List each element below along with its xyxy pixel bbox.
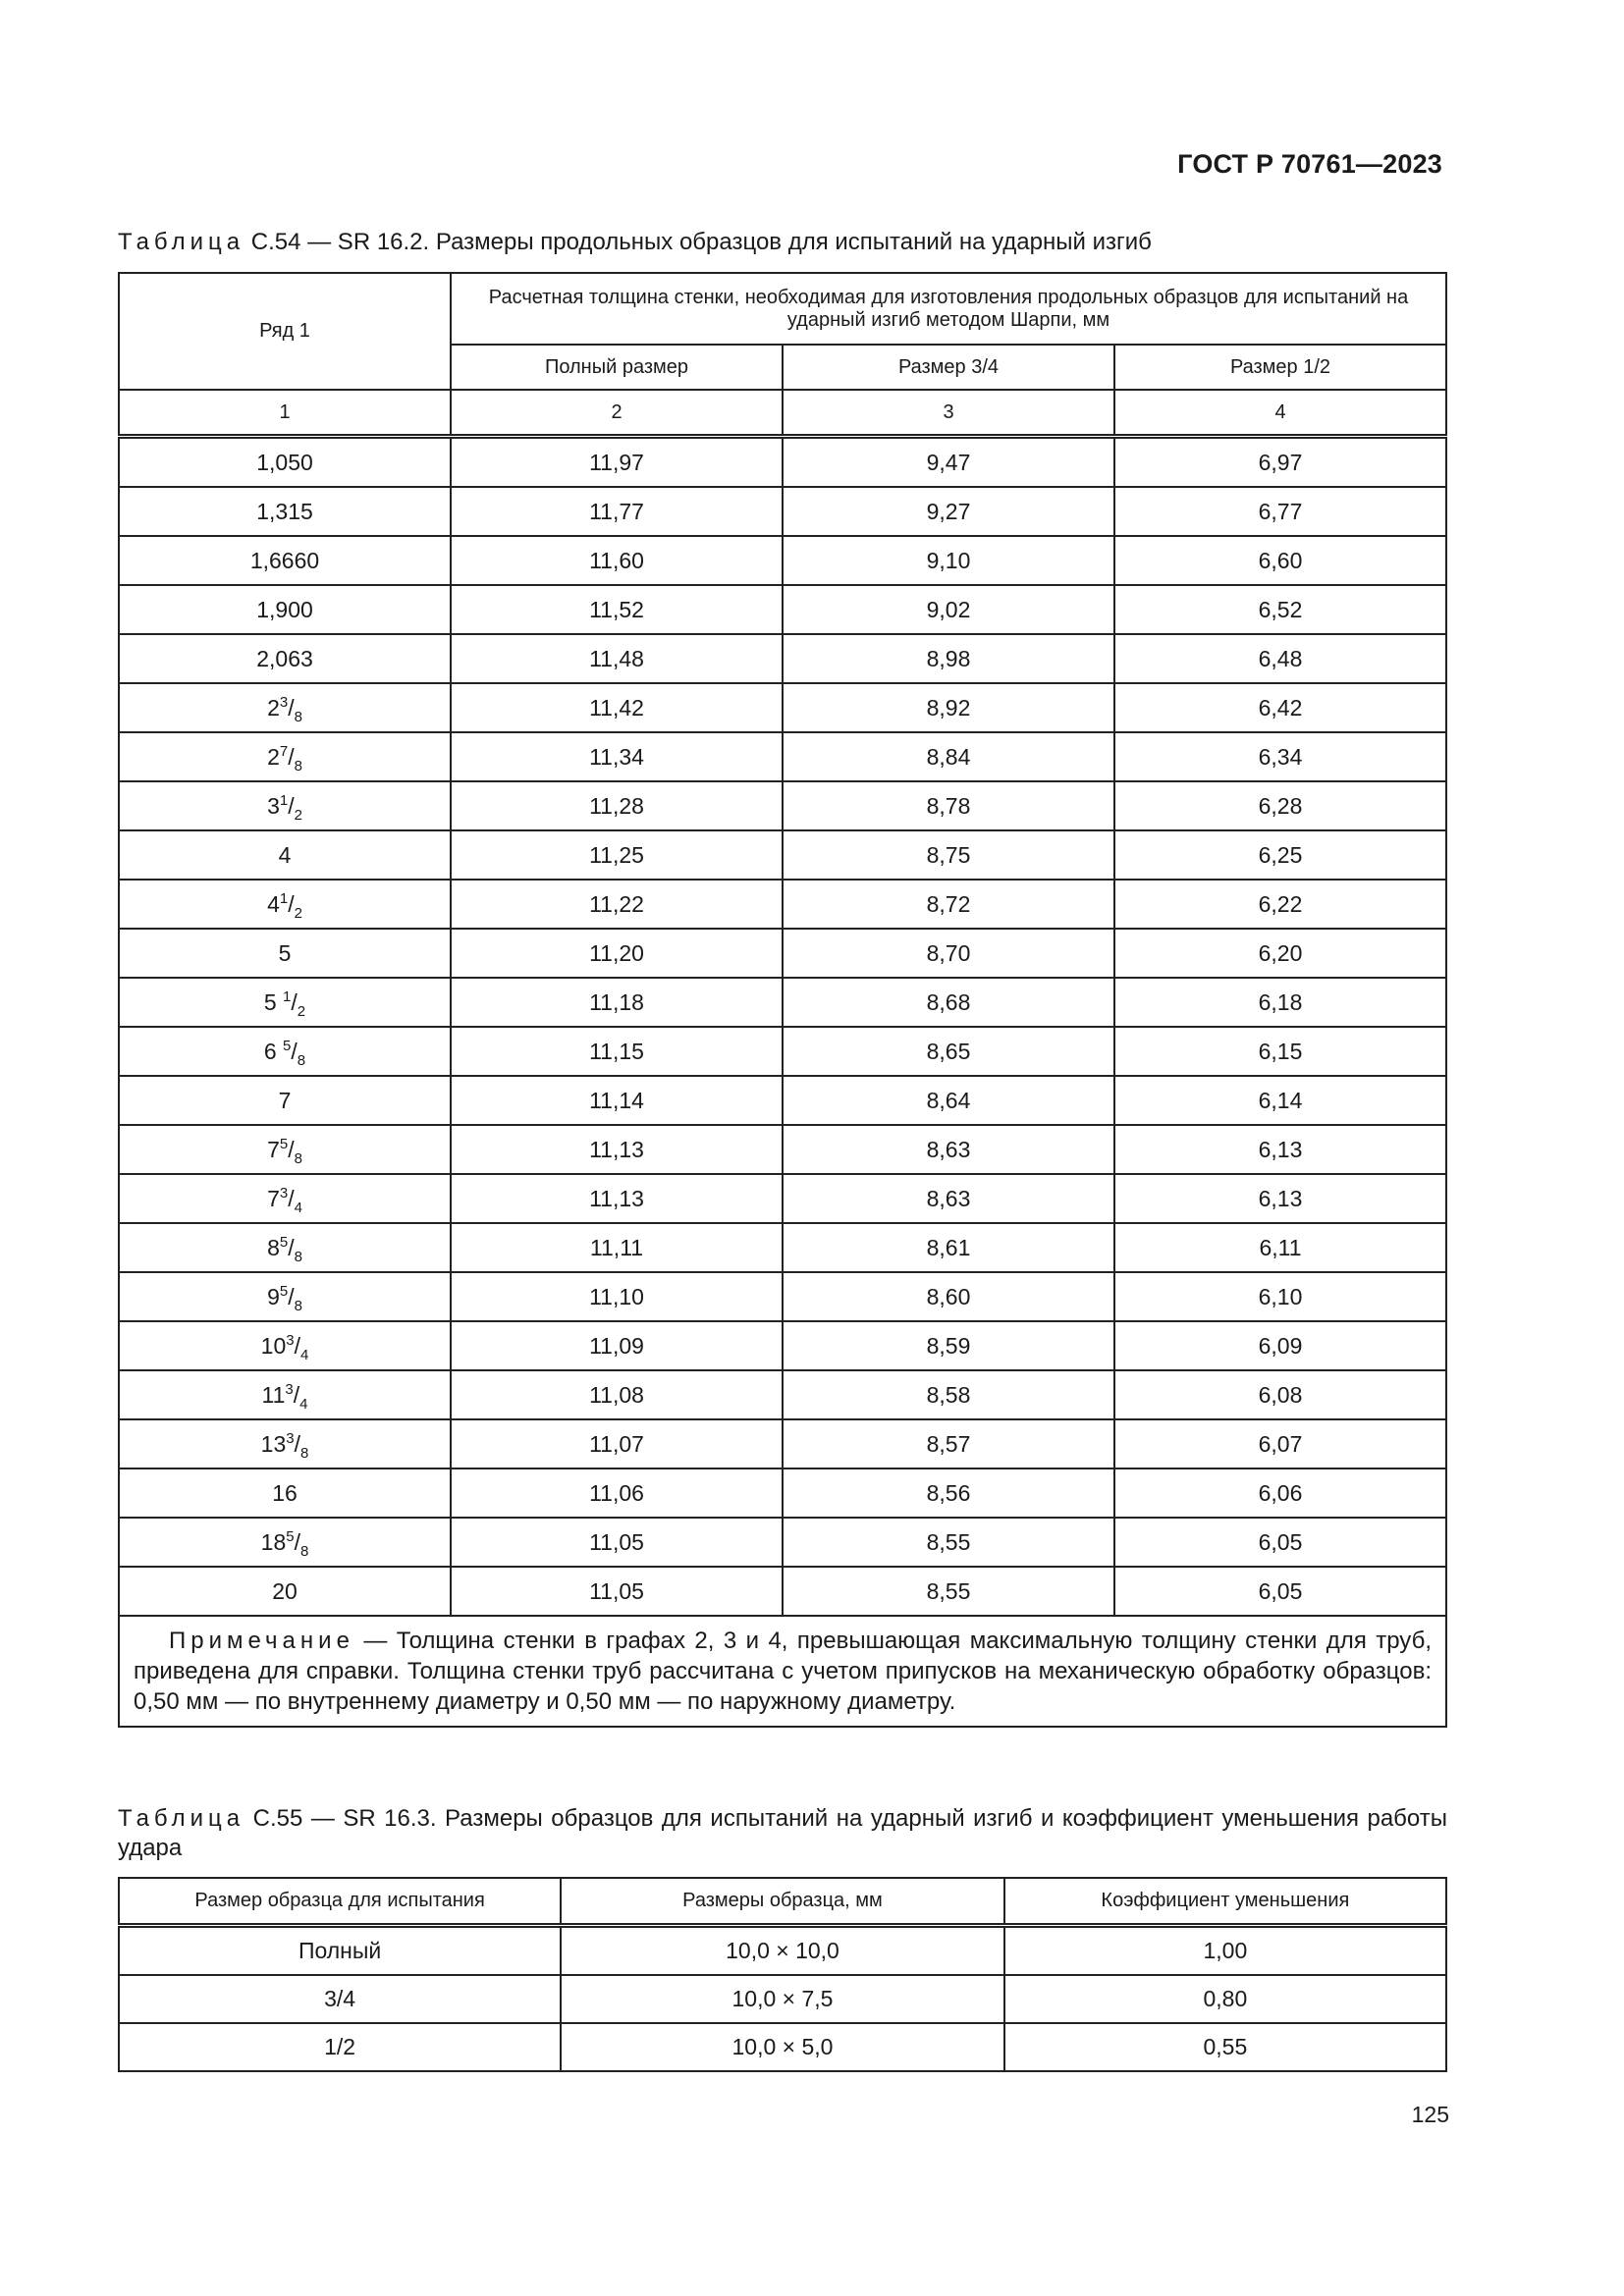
size-whole: 9 [267, 1283, 280, 1309]
table-row [119, 1975, 1446, 2023]
cell-half: 6,13 [1114, 1174, 1446, 1223]
note-row [119, 1616, 1446, 1727]
cell-three-quarter: 8,57 [783, 1419, 1114, 1468]
size-whole: 1,900 [256, 596, 313, 622]
column-number: 2 [451, 390, 783, 437]
cell-dimensions: 10,0 × 10,0 [561, 1926, 1004, 1976]
cell-full-size: 11,18 [451, 978, 783, 1027]
size-whole: 5 [263, 988, 284, 1015]
cell-three-quarter: 8,61 [783, 1223, 1114, 1272]
table-row [119, 1926, 1446, 1976]
size-numerator: 1 [279, 889, 289, 907]
size-denominator: 2 [294, 806, 302, 824]
cell-full-size: 11,09 [451, 1321, 783, 1370]
size-whole: 7 [267, 1185, 280, 1211]
cell-size [119, 781, 451, 830]
cell-specimen-size: 1/2 [119, 2023, 561, 2071]
cell-three-quarter: 8,84 [783, 732, 1114, 781]
cell-half: 6,48 [1114, 634, 1446, 683]
table-row [119, 781, 1446, 830]
size-denominator: 8 [299, 1542, 309, 1560]
size-numerator: 3 [286, 1429, 295, 1447]
fraction-slash: / [293, 1381, 300, 1408]
cell-three-quarter: 8,59 [783, 1321, 1114, 1370]
table-row [119, 929, 1446, 978]
table-title: С.55 — SR 16.3. Размеры образцов для испытаний на ударный изгиб и коэффициент уменьшения работы удара [118, 1805, 1447, 1861]
cell-half: 6,25 [1114, 830, 1446, 880]
size-numerator: 3 [279, 693, 289, 711]
header-cell-specimen-size: Размер образца для испытания [119, 1878, 561, 1926]
cell-full-size: 11,06 [451, 1468, 783, 1518]
cell-full-size: 11,25 [451, 830, 783, 880]
cell-half: 6,09 [1114, 1321, 1446, 1370]
size-denominator: 8 [294, 708, 302, 725]
table-c55 [118, 1877, 1447, 2072]
fraction-slash: / [288, 743, 295, 770]
size-whole: 2 [267, 743, 280, 770]
cell-dimensions: 10,0 × 5,0 [561, 2023, 1004, 2071]
cell-full-size: 11,05 [451, 1567, 783, 1616]
header-row [119, 1878, 1446, 1926]
note-label: Примечание [169, 1628, 354, 1654]
table-row [119, 830, 1446, 880]
table-row [119, 437, 1446, 488]
cell-size [119, 1468, 451, 1518]
cell-three-quarter: 8,63 [783, 1174, 1114, 1223]
page-number: 125 [1411, 2102, 1449, 2127]
cell-full-size: 11,77 [451, 487, 783, 536]
header-row [119, 273, 1446, 345]
cell-half: 6,14 [1114, 1076, 1446, 1125]
size-numerator: 3 [286, 1331, 295, 1349]
size-numerator: 5 [279, 1233, 289, 1251]
table-row [119, 585, 1446, 634]
cell-half: 6,05 [1114, 1518, 1446, 1567]
size-numerator: 7 [279, 742, 289, 760]
cell-half: 6,34 [1114, 732, 1446, 781]
fraction-slash: / [291, 988, 298, 1015]
table-row [119, 1468, 1446, 1518]
cell-three-quarter: 9,02 [783, 585, 1114, 634]
fraction-slash: / [288, 1185, 295, 1211]
cell-size [119, 437, 451, 488]
cell-size [119, 732, 451, 781]
fraction-slash: / [288, 890, 295, 917]
cell-half: 6,42 [1114, 683, 1446, 732]
cell-size [119, 929, 451, 978]
cell-reduction-factor: 0,80 [1004, 1975, 1446, 2023]
header-cell-group: Расчетная толщина стенки, необходимая для изготовления продольных образцов для испытаний на ударный изгиб методом Шарпи, мм [451, 273, 1446, 345]
cell-three-quarter: 8,55 [783, 1518, 1114, 1567]
cell-specimen-size: 3/4 [119, 1975, 561, 2023]
cell-half: 6,28 [1114, 781, 1446, 830]
table-row [119, 1174, 1446, 1223]
size-denominator: 8 [294, 1149, 302, 1167]
size-whole: 2 [267, 694, 280, 721]
cell-three-quarter: 8,68 [783, 978, 1114, 1027]
size-whole: 4 [278, 841, 292, 868]
cell-size [119, 1272, 451, 1321]
table-c54-body [119, 273, 1446, 1727]
size-numerator: 5 [279, 1135, 289, 1152]
table-row [119, 1027, 1446, 1076]
size-whole: 16 [272, 1479, 298, 1506]
size-denominator: 4 [299, 1346, 309, 1363]
cell-full-size: 11,08 [451, 1370, 783, 1419]
size-numerator: 5 [283, 1037, 292, 1054]
table-row [119, 978, 1446, 1027]
cell-full-size: 11,13 [451, 1125, 783, 1174]
cell-three-quarter: 8,64 [783, 1076, 1114, 1125]
cell-three-quarter: 8,60 [783, 1272, 1114, 1321]
cell-three-quarter: 9,47 [783, 437, 1114, 488]
size-whole: 8 [267, 1234, 280, 1260]
note-text: — Толщина стенки в графах 2, 3 и 4, превышающая максимальную толщину стенки для труб, приведена для справки. Толщина стенки труб рассчитана с учетом припусков на механическую обработку образцов: 0,50 мм — по внутреннему диаметру и 0,50 мм — по наружному диаметру. [134, 1628, 1432, 1715]
cell-three-quarter: 8,58 [783, 1370, 1114, 1419]
cell-three-quarter: 8,56 [783, 1468, 1114, 1518]
size-denominator: 8 [299, 1444, 309, 1462]
cell-size [119, 1125, 451, 1174]
table-row [119, 880, 1446, 929]
size-whole: 6 [263, 1038, 284, 1064]
cell-size [119, 1321, 451, 1370]
cell-half: 6,11 [1114, 1223, 1446, 1272]
cell-size [119, 1419, 451, 1468]
cell-half: 6,22 [1114, 880, 1446, 929]
table-label: Таблица [118, 1805, 245, 1832]
header-cell-half: Размер 1/2 [1114, 345, 1446, 390]
cell-half: 6,07 [1114, 1419, 1446, 1468]
table-label: Таблица [118, 229, 245, 255]
table-note [119, 1616, 1446, 1727]
cell-full-size: 11,28 [451, 781, 783, 830]
size-whole: 11 [261, 1381, 286, 1408]
cell-half: 6,77 [1114, 487, 1446, 536]
cell-full-size: 11,05 [451, 1518, 783, 1567]
table-row [119, 1321, 1446, 1370]
size-whole: 7 [267, 1136, 280, 1162]
fraction-slash: / [288, 694, 295, 721]
cell-full-size: 11,20 [451, 929, 783, 978]
size-denominator: 4 [299, 1395, 308, 1413]
size-whole: 4 [267, 890, 280, 917]
size-whole: 13 [260, 1430, 287, 1457]
table-row [119, 634, 1446, 683]
cell-half: 6,18 [1114, 978, 1446, 1027]
size-denominator: 2 [294, 904, 302, 922]
table-row [119, 683, 1446, 732]
cell-size [119, 1027, 451, 1076]
header-cell-three-quarter: Размер 3/4 [783, 345, 1114, 390]
cell-full-size: 11,11 [451, 1223, 783, 1272]
cell-specimen-size: Полный [119, 1926, 561, 1976]
size-denominator: 2 [297, 1002, 306, 1020]
cell-full-size: 11,14 [451, 1076, 783, 1125]
table-row [119, 487, 1446, 536]
cell-half: 6,13 [1114, 1125, 1446, 1174]
fraction-slash: / [288, 1283, 295, 1309]
cell-size [119, 487, 451, 536]
cell-full-size: 11,22 [451, 880, 783, 929]
cell-half: 6,08 [1114, 1370, 1446, 1419]
table-c55-body [119, 1878, 1446, 2071]
cell-full-size: 11,07 [451, 1419, 783, 1468]
cell-three-quarter: 8,70 [783, 929, 1114, 978]
table-row [119, 1125, 1446, 1174]
table-row [119, 1076, 1446, 1125]
document-standard-header: ГОСТ Р 70761—2023 [1177, 149, 1442, 179]
size-numerator: 1 [283, 988, 292, 1005]
cell-size [119, 1223, 451, 1272]
header-cell-series: Ряд 1 [119, 273, 451, 390]
fraction-slash: / [294, 1332, 300, 1359]
cell-size [119, 880, 451, 929]
cell-size [119, 683, 451, 732]
size-numerator: 5 [279, 1282, 289, 1300]
table-c54-caption [118, 228, 1447, 257]
size-whole: 1,315 [256, 498, 313, 524]
cell-size [119, 1076, 451, 1125]
size-numerator: 3 [285, 1380, 294, 1398]
size-denominator: 8 [297, 1051, 306, 1069]
size-whole: 7 [278, 1087, 292, 1113]
fraction-slash: / [288, 1136, 295, 1162]
cell-three-quarter: 8,92 [783, 683, 1114, 732]
table-row [119, 1567, 1446, 1616]
cell-full-size: 11,42 [451, 683, 783, 732]
size-whole: 5 [278, 939, 292, 966]
cell-size [119, 634, 451, 683]
size-whole: 1,050 [256, 449, 313, 475]
cell-half: 6,20 [1114, 929, 1446, 978]
size-whole: 20 [272, 1577, 298, 1604]
size-denominator: 4 [294, 1199, 302, 1216]
column-number: 4 [1114, 390, 1446, 437]
cell-size [119, 536, 451, 585]
fraction-slash: / [288, 792, 295, 819]
cell-half: 6,06 [1114, 1468, 1446, 1518]
size-whole: 18 [260, 1528, 287, 1555]
fraction-slash: / [294, 1430, 300, 1457]
table-row [119, 2023, 1446, 2071]
fraction-slash: / [288, 1234, 295, 1260]
cell-reduction-factor: 0,55 [1004, 2023, 1446, 2071]
cell-half: 6,10 [1114, 1272, 1446, 1321]
table-row [119, 1223, 1446, 1272]
cell-half: 6,15 [1114, 1027, 1446, 1076]
column-number: 1 [119, 390, 451, 437]
cell-three-quarter: 9,27 [783, 487, 1114, 536]
cell-half: 6,52 [1114, 585, 1446, 634]
size-whole: 2,063 [256, 645, 313, 671]
cell-full-size: 11,10 [451, 1272, 783, 1321]
cell-reduction-factor: 1,00 [1004, 1926, 1446, 1976]
header-cell-dimensions: Размеры образца, мм [561, 1878, 1004, 1926]
table-row [119, 1419, 1446, 1468]
cell-half: 6,60 [1114, 536, 1446, 585]
table-row [119, 1272, 1446, 1321]
header-cell-reduction-factor: Коэффициент уменьшения [1004, 1878, 1446, 1926]
size-whole: 10 [260, 1332, 287, 1359]
cell-three-quarter: 8,65 [783, 1027, 1114, 1076]
column-number-row [119, 390, 1446, 437]
cell-size [119, 1174, 451, 1223]
size-numerator: 3 [279, 1184, 289, 1201]
table-row [119, 1518, 1446, 1567]
size-denominator: 8 [294, 757, 302, 774]
cell-half: 6,05 [1114, 1567, 1446, 1616]
table-title: С.54 — SR 16.2. Размеры продольных образцов для испытаний на ударный изгиб [244, 229, 1152, 255]
table-row [119, 536, 1446, 585]
size-whole: 1,6660 [249, 547, 320, 573]
size-numerator: 1 [279, 791, 289, 809]
cell-size [119, 830, 451, 880]
cell-three-quarter: 8,78 [783, 781, 1114, 830]
cell-full-size: 11,52 [451, 585, 783, 634]
size-whole: 3 [267, 792, 280, 819]
size-denominator: 8 [294, 1248, 302, 1265]
cell-three-quarter: 8,75 [783, 830, 1114, 880]
cell-three-quarter: 8,72 [783, 880, 1114, 929]
fraction-slash: / [291, 1038, 298, 1064]
cell-size [119, 978, 451, 1027]
cell-three-quarter: 9,10 [783, 536, 1114, 585]
size-numerator: 5 [286, 1527, 295, 1545]
cell-size [119, 1518, 451, 1567]
cell-full-size: 11,48 [451, 634, 783, 683]
cell-three-quarter: 8,63 [783, 1125, 1114, 1174]
cell-three-quarter: 8,55 [783, 1567, 1114, 1616]
cell-size [119, 1567, 451, 1616]
cell-full-size: 11,34 [451, 732, 783, 781]
header-cell-full: Полный размер [451, 345, 783, 390]
table-c55-caption [118, 1804, 1447, 1863]
table-row [119, 1370, 1446, 1419]
cell-three-quarter: 8,98 [783, 634, 1114, 683]
cell-full-size: 11,97 [451, 437, 783, 488]
cell-half: 6,97 [1114, 437, 1446, 488]
cell-full-size: 11,15 [451, 1027, 783, 1076]
cell-full-size: 11,13 [451, 1174, 783, 1223]
table-row [119, 732, 1446, 781]
cell-full-size: 11,60 [451, 536, 783, 585]
cell-size [119, 1370, 451, 1419]
column-number: 3 [783, 390, 1114, 437]
cell-dimensions: 10,0 × 7,5 [561, 1975, 1004, 2023]
table-c54 [118, 272, 1447, 1728]
cell-size [119, 585, 451, 634]
fraction-slash: / [294, 1528, 300, 1555]
size-denominator: 8 [294, 1297, 302, 1314]
